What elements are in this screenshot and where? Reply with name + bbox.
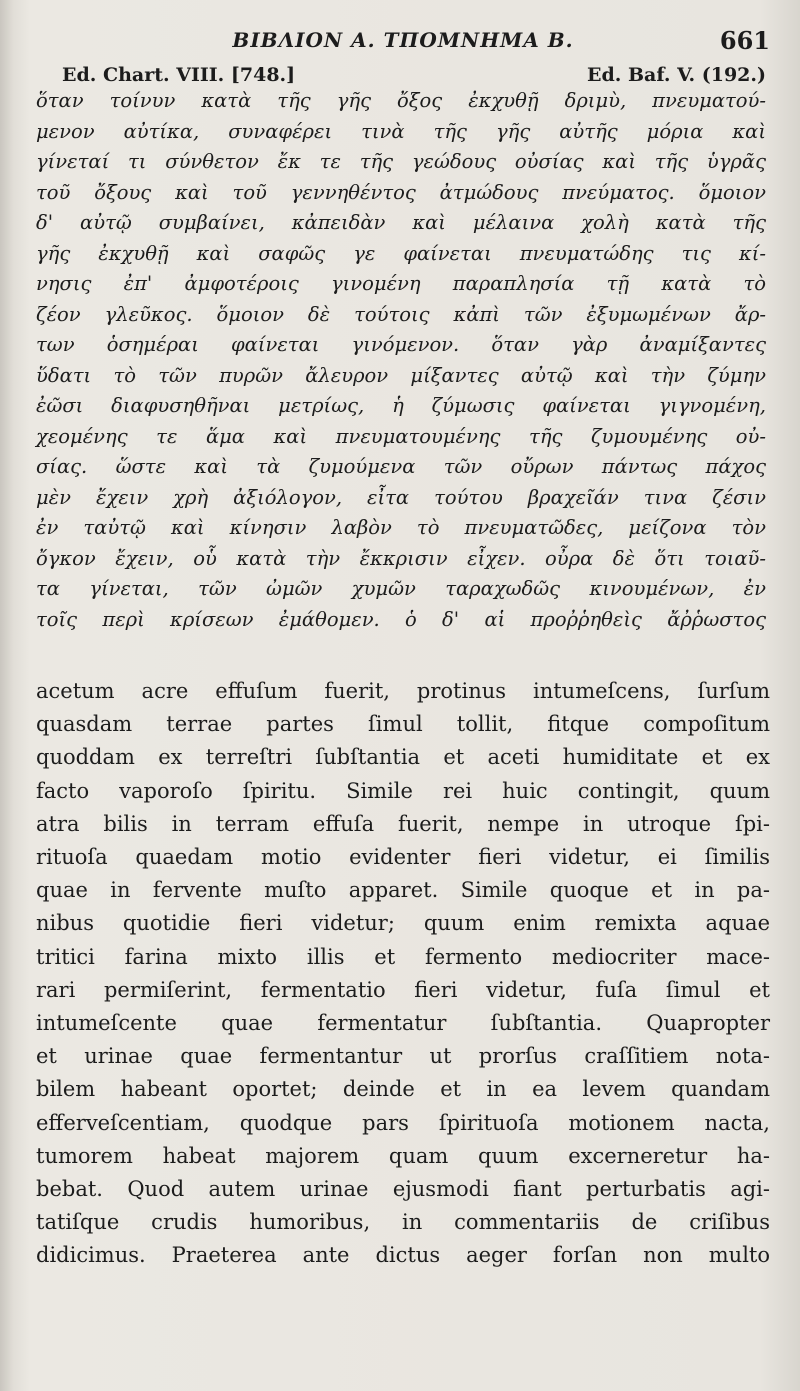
- greek-line: των ὁσημέραι φαίνεται γινόμενον. ὅταν γὰρ ἀναμίξαντες: [36, 333, 766, 356]
- latin-line: bebat. Quod autem urinae ejusmodi fiant perturbatis agi-: [36, 1177, 770, 1202]
- latin-line: acetum acre effuſum fuerit, protinus intumeſcens, ſurſum: [36, 679, 770, 703]
- latin-line: intumeſcente quae fermentatur ſubſtantia. Quapropter: [36, 1011, 770, 1036]
- latin-line: quae in fervente muſto apparet. Simile quoque et in pa-: [36, 878, 770, 903]
- greek-line: σίας. ὥστε καὶ τὰ ζυμούμενα τῶν οὔρων πάντως πάχος: [36, 455, 766, 478]
- edition-left: Ed. Chart. VIII. [748.]: [62, 64, 296, 86]
- latin-line: quoddam ex terreſtri ſubſtantia et aceti humiditate et ex: [36, 745, 770, 770]
- latin-line: atra bilis in terram effuſa fuerit, nempe in utroque ſpi-: [36, 811, 770, 836]
- greek-line: τοῦ ὄξους καὶ τοῦ γεννηθέντος ἀτμώδους πνεύματος. ὅμοιον: [36, 180, 766, 204]
- latin-line: didicimus. Praeterea ante dictus aeger forſan non multo: [36, 1243, 770, 1268]
- running-title: ΒΙΒΛΙΟΝ Α. ΤΠΟΜΝΗΜΑ Β.: [232, 28, 574, 52]
- latin-line: rari permiſerint, fermentatio fieri videtur, fuſa ſimul et: [36, 977, 770, 1002]
- latin-line: quasdam terrae partes ſimul tollit, fitque compoſitum: [36, 712, 770, 737]
- latin-line: facto vaporoſo ſpiritu. Simile rei huic contingit, quum: [36, 778, 770, 803]
- greek-line: ὄγκον ἔχειν, οὗ κατὰ τὴν ἔκκρισιν εἶχεν. οὖρα δὲ ὅτι τοιαῦ-: [36, 546, 766, 570]
- greek-line: νησις ἐπ' ἀμφοτέροις γινομένη παραπλησία τῇ κατὰ τὸ: [36, 272, 766, 295]
- greek-line: δ' αὐτῷ συμβαίνει, κἀπειδὰν καὶ μέλαινα χολὴ κατὰ τῆς: [36, 211, 766, 234]
- page-number: 661: [719, 26, 770, 55]
- greek-text-block: [36, 86, 770, 635]
- greek-line: μενον αὐτίκα, συναφέρει τινὰ τῆς γῆς αὐτῆς μόρια καὶ: [36, 119, 766, 143]
- latin-line: tritici farina mixto illis et fermento mediocriter mace-: [36, 944, 770, 969]
- greek-line: ζέον γλεῦκος. ὅμοιον δὲ τούτοις κἀπὶ τῶν ἐξυμωμένων ἄρ-: [36, 302, 766, 326]
- latin-line: nibus quotidie fieri videtur; quum enim remixta aquae: [36, 911, 770, 936]
- greek-line: γίνεταί τι σύνθετον ἔκ τε τῆς γεώδους οὐσίας καὶ τῆς ὑγρᾶς: [36, 150, 766, 173]
- latin-line: bilem habeant oportet; deinde et in ea levem quandam: [36, 1077, 770, 1102]
- greek-line: γῆς ἐκχυθῇ καὶ σαφῶς γε φαίνεται πνευματώδης τις κί-: [36, 241, 766, 265]
- greek-line: ἐῶσι διαφυσηθῆναι μετρίως, ἡ ζύμωσις φαίνεται γιγνομένη,: [36, 394, 766, 417]
- latin-line: et urinae quae fermentantur ut prorſus craſſitiem nota-: [36, 1044, 770, 1069]
- latin-line: tatiſque crudis humoribus, in commentariis de criſibus: [36, 1210, 770, 1235]
- greek-line: χεομένης τε ἅμα καὶ πνευματουμένης τῆς ζυμουμένης οὐ-: [36, 424, 766, 448]
- page-edge-shadow: [0, 0, 14, 1391]
- greek-line: ὕδατι τὸ τῶν πυρῶν ἄλευρον μίξαντες αὐτῷ καὶ τὴν ζύμην: [36, 363, 766, 387]
- greek-line: ἐν ταὐτῷ καὶ κίνησιν λαβὸν τὸ πνευματῶδες, μείζονα τὸν: [36, 516, 766, 539]
- latin-line: rituoſa quaedam motio evidenter fieri videtur, ei ſimilis: [36, 845, 770, 870]
- greek-line: ὅταν τοίνυν κατὰ τῆς γῆς ὄξος ἐκχυθῇ δριμὺ, πνευματού-: [36, 89, 766, 112]
- edition-right: Ed. Baf. V. (192.): [587, 64, 766, 86]
- edition-line: [36, 64, 770, 86]
- latin-text-block: [36, 675, 770, 1273]
- greek-line: τα γίνεται, τῶν ὠμῶν χυμῶν ταραχωδῶς κινουμένων, ἐν: [36, 577, 766, 600]
- greek-line: τοῖς περὶ κρίσεων ἐμάθομεν. ὁ δ' αἱ προῤῥηθεὶς ἄῤῥωστος: [36, 607, 766, 631]
- latin-line: efferveſcentiam, quodque pars ſpirituoſa motionem nacta,: [36, 1110, 770, 1135]
- running-head: [36, 0, 770, 55]
- latin-line: tumorem habeat majorem quam quum excerneretur ha-: [36, 1143, 770, 1168]
- greek-line: μὲν ἔχειν χρὴ ἀξιόλογον, εἶτα τούτου βραχεῖάν τινα ζέσιν: [36, 485, 766, 509]
